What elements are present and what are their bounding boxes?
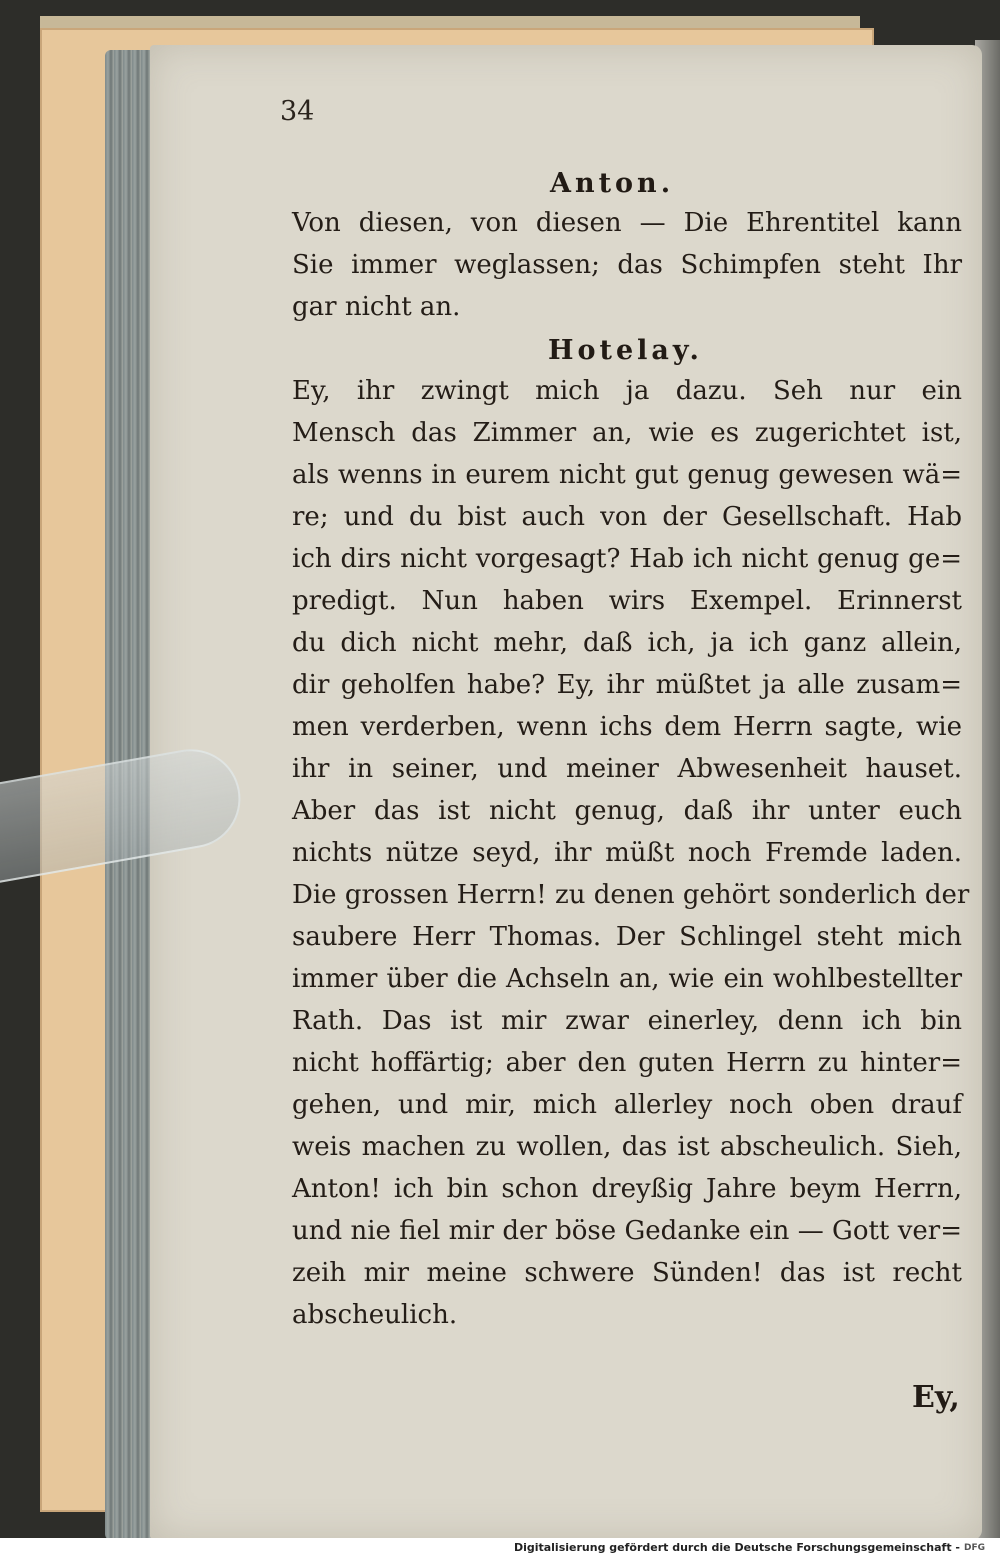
text-line: Aber das ist nicht genug, daß ihr unter euch bbox=[292, 796, 962, 826]
text-line: nichts nütze seyd, ihr müßt noch Fremde laden. bbox=[292, 838, 962, 868]
text-line: re; und du bist auch von der Gesellschaft. Hab bbox=[292, 502, 962, 532]
text-line: Ey, ihr zwingt mich ja dazu. Seh nur ein bbox=[292, 376, 962, 406]
text-line: Mensch das Zimmer an, wie es zugerichtet ist, bbox=[292, 418, 962, 448]
text-line: men verderben, wenn ichs dem Herrn sagte, wie bbox=[292, 712, 962, 742]
text-line: als wenns in eurem nicht gut genug gewesen wä= bbox=[292, 460, 962, 490]
catchword: Ey, bbox=[912, 1380, 960, 1415]
text-line: dir geholfen habe? Ey, ihr müßtet ja alle zusam= bbox=[292, 670, 962, 700]
dfg-logo-icon: DFG bbox=[964, 1543, 986, 1553]
page-number: 34 bbox=[280, 96, 315, 127]
text-line: immer über die Achseln an, wie ein wohlbestellter bbox=[292, 964, 962, 994]
text-line: ich dirs nicht vorgesagt? Hab ich nicht genug ge= bbox=[292, 544, 962, 574]
text-line: zeih mir meine schwere Sünden! das ist recht bbox=[292, 1258, 962, 1288]
text-line: du dich nicht mehr, daß ich, ja ich ganz allein, bbox=[292, 628, 962, 658]
text-line: Sie immer weglassen; das Schimpfen steht Ihr bbox=[292, 250, 962, 280]
text-line: predigt. Nun haben wirs Exempel. Erinnerst bbox=[292, 586, 962, 616]
text-line: gehen, und mir, mich allerley noch oben drauf bbox=[292, 1090, 962, 1120]
speaker-heading-hotelay: Hotelay. bbox=[548, 335, 703, 366]
text-line: nicht hoffärtig; aber den guten Herrn zu hinter= bbox=[292, 1048, 962, 1078]
text-line: saubere Herr Thomas. Der Schlingel steht mich bbox=[292, 922, 962, 952]
text-line: weis machen zu wollen, das ist abscheulich. Sieh, bbox=[292, 1132, 962, 1162]
text-line: Rath. Das ist mir zwar einerley, denn ich bin bbox=[292, 1006, 962, 1036]
speaker-heading-anton: Anton. bbox=[550, 168, 675, 199]
text-line: abscheulich. bbox=[292, 1300, 458, 1330]
text-line: Von diesen, von diesen — Die Ehrentitel kann bbox=[292, 208, 962, 238]
text-line: gar nicht an. bbox=[292, 292, 461, 322]
text-line: Die grossen Herrn! zu denen gehört sonderlich der bbox=[292, 880, 970, 910]
funding-credit: Digitalisierung gefördert durch die Deutsche Forschungsgemeinschaft - bbox=[513, 1541, 960, 1554]
text-line: Anton! ich bin schon dreyßig Jahre beym Herrn, bbox=[292, 1174, 962, 1204]
text-line: ihr in seiner, und meiner Abwesenheit hauset. bbox=[292, 754, 962, 784]
text-line: und nie fiel mir der böse Gedanke ein — Gott ver= bbox=[292, 1216, 962, 1246]
